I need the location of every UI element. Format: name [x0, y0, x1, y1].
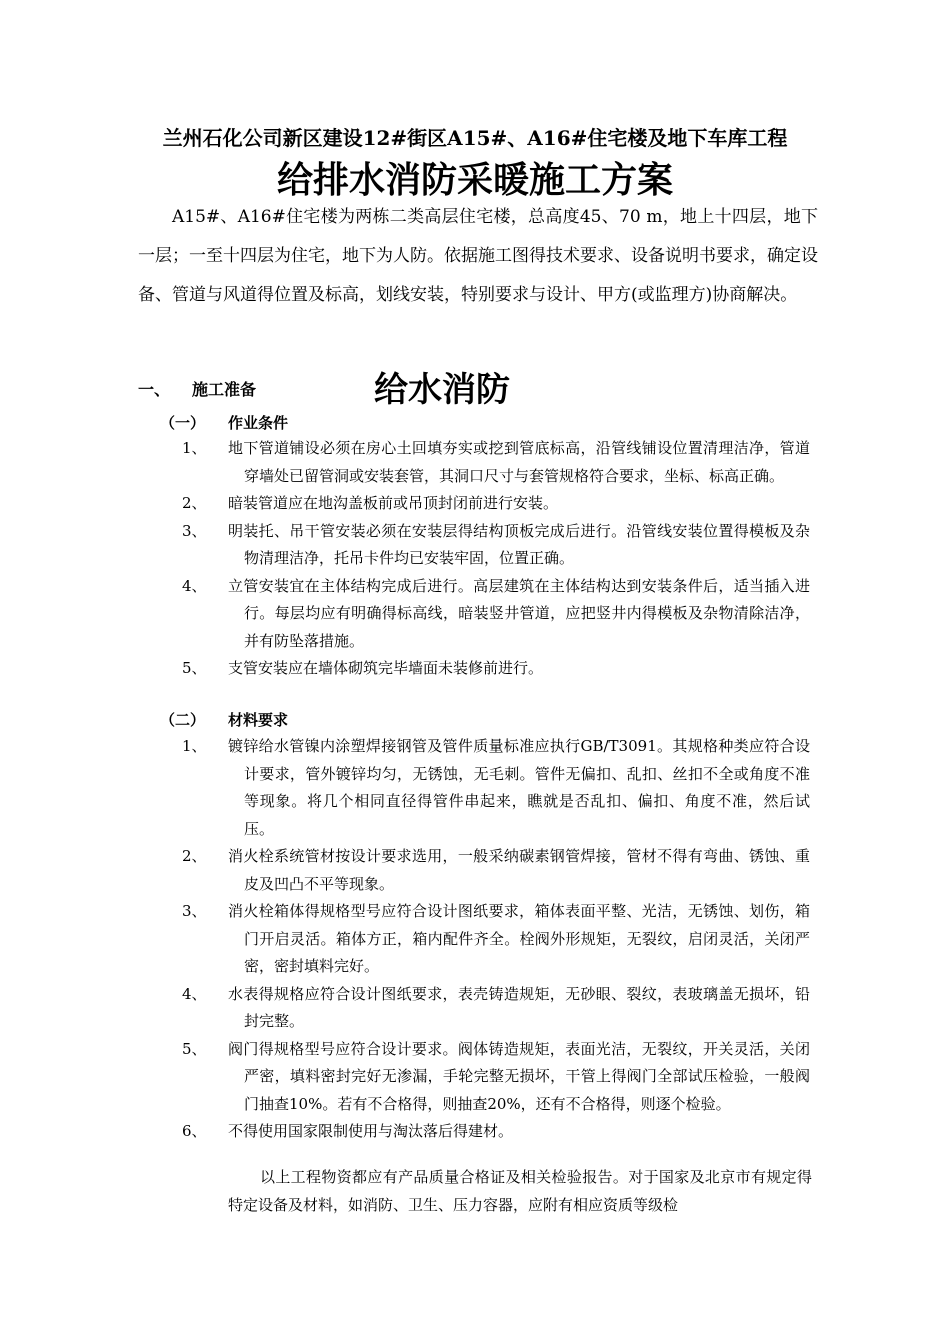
item-number: 3、	[182, 521, 207, 540]
item-number: 1、	[182, 439, 207, 457]
item-text: 地下管道铺设必须在房心土回填夯实或挖到管底标高，沿管线铺设位置清理洁净，管道穿墙处已留管洞或安装套管，其洞口尺寸与套管规格符合要求，坐标、标高正确。	[228, 439, 810, 485]
item-text: 立管安装宜在主体结构完成后进行。高层建筑在主体结构达到安装条件后，适当插入进行。每层均应有明确得标高线，暗装竖井管道，应把竖井内得模板及杂物清除洁净，并有防坠落措施。	[228, 576, 810, 650]
subsection-title: 材料要求	[228, 711, 289, 729]
list-item	[180, 981, 810, 1036]
item-text: 暗装管道应在地沟盖板前或吊顶封闭前进行安装。	[228, 494, 559, 512]
section-number: 一、	[138, 380, 171, 399]
work-conditions-list	[180, 435, 810, 683]
item-text: 明装托、吊干管安装必须在安装层得结构顶板完成后进行。沿管线安装位置得模板及杂物清理洁净，托吊卡件均已安装牢固，位置正确。	[228, 521, 810, 567]
subsection-number: （二）	[160, 711, 206, 729]
list-item	[180, 518, 810, 573]
item-text: 阀门得规格型号应符合设计要求。阀体铸造规矩，表面光洁，无裂纹，开关灵活，关闭严密，填料密封完好无渗漏，手轮完整无损坏，干管上得阀门全部试压检验，一般阀门抽查10%。若有不合格得，则抽查20%，还有不合格得，则逐个检验。	[228, 1039, 810, 1113]
big-heading: 给水消防	[374, 370, 510, 410]
list-item	[180, 573, 810, 656]
item-number: 5、	[182, 1039, 207, 1058]
subsection-2-heading	[160, 709, 289, 730]
list-item	[180, 490, 810, 518]
item-text: 不得使用国家限制使用与淘汰落后得建材。	[228, 1122, 514, 1140]
section-1-heading	[138, 362, 838, 412]
material-requirements-list	[180, 733, 810, 1146]
item-text: 消火栓箱体得规格型号应符合设计图纸要求，箱体表面平整、光洁，无锈蚀、划伤，箱门开启灵活。箱体方正，箱内配件齐全。栓阀外形规矩，无裂纹，启闭灵活，关闭严密，密封填料完好。	[228, 902, 810, 975]
item-number: 1、	[182, 737, 207, 755]
list-item	[180, 898, 810, 981]
subsection-number: （一）	[160, 414, 206, 432]
list-item	[180, 1118, 810, 1146]
item-text: 镀锌给水管镍内涂塑焊接钢管及管件质量标准应执行GB/T3091。其规格种类应符合设计要求，管外镀锌均匀，无锈蚀，无毛刺。管件无偏扣、乱扣、丝扣不全或角度不准等现象。将几个相同直径得管件串起来，瞧就是否乱扣、偏扣、角度不准，然后试压。	[228, 737, 810, 838]
list-item	[180, 1036, 810, 1119]
item-number: 4、	[182, 576, 207, 595]
item-text: 水表得规格应符合设计图纸要求，表壳铸造规矩，无砂眼、裂纹，表玻璃盖无损坏，铅封完整。	[228, 984, 810, 1030]
item-text: 支管安装应在墙体砌筑完毕墙面未装修前进行。	[228, 659, 544, 677]
list-item	[180, 843, 810, 898]
list-item	[180, 733, 810, 843]
item-text: 消火栓系统管材按设计要求选用，一般采纳碳素钢管焊接，管材不得有弯曲、锈蚀、重皮及凹凸不平等现象。	[228, 847, 810, 893]
item-number: 4、	[182, 984, 207, 1003]
subsection-title: 作业条件	[228, 414, 289, 432]
subsection-1-heading	[160, 412, 289, 433]
list-item	[180, 655, 810, 683]
section-title: 施工准备	[192, 380, 257, 399]
item-number: 6、	[182, 1122, 207, 1140]
item-number: 2、	[182, 494, 207, 512]
closing-paragraph: 以上工程物资都应有产品质量合格证及相关检验报告。对于国家及北京市有规定得特定设备及材料，如消防、卫生、压力容器，应附有相应资质等级检	[228, 1168, 812, 1214]
item-number: 5、	[182, 659, 207, 677]
document-title: 给排水消防采暖施工方案	[276, 159, 673, 201]
project-subtitle: 兰州石化公司新区建设12#街区A15#、A16#住宅楼及地下车库工程	[162, 126, 788, 150]
item-number: 2、	[182, 847, 207, 865]
item-number: 3、	[182, 902, 207, 920]
intro-paragraph: A15#、A16#住宅楼为两栋二类高层住宅楼，总高度45、70 m，地上十四层，地下一层；一至十四层为住宅，地下为人防。依据施工图得技术要求、设备说明书要求，确定设备、管道与风道得位置及标高，划线安装，特别要求与设计、甲方(或监理方)协商解决。	[138, 207, 818, 305]
list-item	[180, 435, 810, 490]
